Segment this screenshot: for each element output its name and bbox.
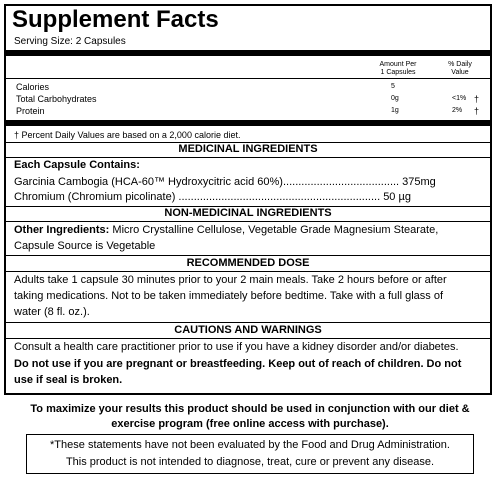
dose-text: Adults take 1 capsule 30 minutes prior to your 2 main meals. Take 2 hours before or after [14, 274, 447, 286]
each-capsule-label: Each Capsule Contains: [14, 159, 140, 171]
non-medicinal-heading: NON-MEDICINAL INGREDIENTS [164, 207, 332, 219]
daily-value-footnote: † Percent Daily Values are based on a 2,000 calorie diet. [14, 130, 241, 140]
usage-note: To maximize your results this product should be used in conjunction with our diet & exercise program (free online access with purchase). [30, 403, 470, 430]
section-divider [6, 271, 490, 272]
cautions-heading: CAUTIONS AND WARNINGS [174, 324, 322, 336]
nutrient-row: Calories 5 [16, 82, 395, 92]
ingredient-chromium: Chromium (Chromium picolinate) .................................................................. 50 µg [14, 191, 411, 203]
section-divider [6, 157, 490, 158]
nutrient-row: Protein 1g 2% † [16, 106, 480, 116]
other-ingredients-cont: Capsule Source is Vegetable [14, 240, 156, 252]
section-divider [6, 322, 490, 323]
section-divider [6, 338, 490, 339]
dose-text: water (8 fl. oz.). [14, 306, 90, 318]
serving-size: Serving Size: 2 Capsules [14, 36, 126, 47]
fda-disclaimer: *These statements have not been evaluated by the Food and Drug Administration. This product is not intended to diagnose, treat, cure or prevent any disease. [26, 434, 474, 474]
amount-column-header: Amount Per 1 Capsules [379, 61, 417, 76]
section-divider [6, 255, 490, 256]
nutrient-row: Total Carbohydrates 0g <1% † [16, 94, 480, 104]
thick-divider [6, 50, 490, 56]
medicinal-heading: MEDICINAL INGREDIENTS [178, 143, 318, 155]
cautions-text: Consult a health care practitioner prior to use if you have a kidney disorder and/or diabetes. [14, 341, 459, 353]
supplement-facts-panel [4, 4, 492, 395]
warning-text: Do not use if you are pregnant or breastfeeding. Keep out of reach of children. Do not [14, 358, 462, 370]
warning-text: use if seal is broken. [14, 374, 123, 386]
dose-text: taking medications. Not to be taken immediately before bedtime. Take with a full glass of [14, 290, 444, 302]
ingredient-garcinia: Garcinia Cambogia (HCA-60™ Hydroxycitric acid 60%)...................................... 375mg [14, 176, 436, 188]
other-ingredients: Other Ingredients: Micro Crystalline Cellulose, Vegetable Grade Magnesium Stearate, [14, 224, 439, 236]
panel-title: Supplement Facts [12, 6, 219, 33]
thick-divider [6, 120, 490, 126]
section-divider [6, 221, 490, 222]
header-divider [6, 78, 490, 79]
daily-value-column-header: % Daily Value [448, 61, 472, 76]
dose-heading: RECOMMENDED DOSE [186, 257, 310, 269]
